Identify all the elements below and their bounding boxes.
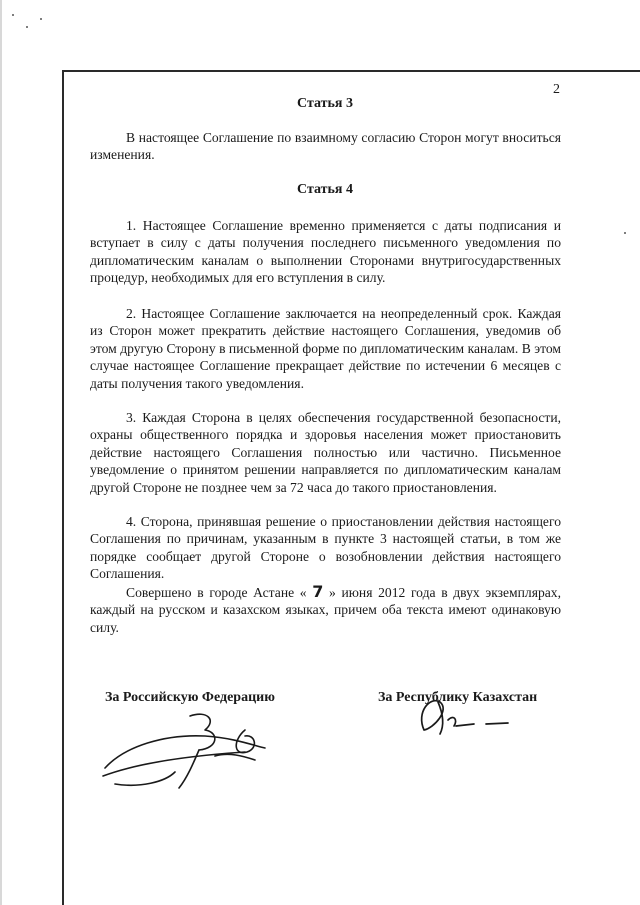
article-3-heading: Статья 3 (297, 96, 353, 111)
page-edge-left (62, 70, 64, 905)
signature-caption-kazakhstan: За Республику Казахстан (378, 690, 538, 705)
signature-russia-handwritten (95, 706, 285, 796)
scan-border (0, 0, 2, 905)
article-4-clause-4: 4. Сторона, принявшая решение о приостановлении действия настоящего Соглашения по причинам, указанным в пункте 3 настоящей статьи, в том же порядке сообщает другой Стороне о возобновлении действия настоящего Соглашения. (90, 514, 561, 582)
page-number: 2 (553, 82, 560, 97)
article-4-heading: Статья 4 (297, 182, 353, 197)
article-3-paragraph: В настоящее Соглашение по взаимному согласию Сторон могут вноситься изменения. (90, 130, 561, 163)
article-4-clause-2: 2. Настоящее Соглашение заключается на неопределенный срок. Каждая из Сторон может прекратить действие настоящего Соглашения, уведомив об этом другую Сторону в письменной форме по дипломатическим каналам. В этом случае настоящее Соглашение прекращает действие по истечении 6 месяцев с даты получения такого уведомления. (90, 306, 561, 391)
closing-paragraph (90, 583, 561, 636)
signature-caption-russia: За Российскую Федерацию (105, 690, 275, 705)
closing-text-end: » июня 2012 года в двух экземплярах, каждый на русском и казахском языках, причем оба текста имеют одинаковую силу. (90, 585, 561, 635)
article-4-clause-1: 1. Настоящее Соглашение временно применяется с даты подписания и вступает в силу с даты получения последнего письменного уведомления по дипломатическим каналам о выполнении Сторонами внутригосударственных процедур, необходимых для его вступления в силу. (90, 218, 561, 286)
signature-kazakhstan-handwritten (410, 690, 520, 740)
article-4-clause-3: 3. Каждая Сторона в целях обеспечения государственной безопасности, охраны общественного порядка и здоровья населения может приостановить действие настоящего Соглашения полностью или частично. Письменное уведомление о принятом решении направляется по дипломатическим каналам другой Стороне не позднее чем за 72 часа до такого приостановления. (90, 410, 561, 495)
page-edge-top (62, 70, 640, 72)
closing-text-start: Совершено в городе Астане « (126, 585, 307, 600)
closing-day: 7 (312, 582, 324, 601)
